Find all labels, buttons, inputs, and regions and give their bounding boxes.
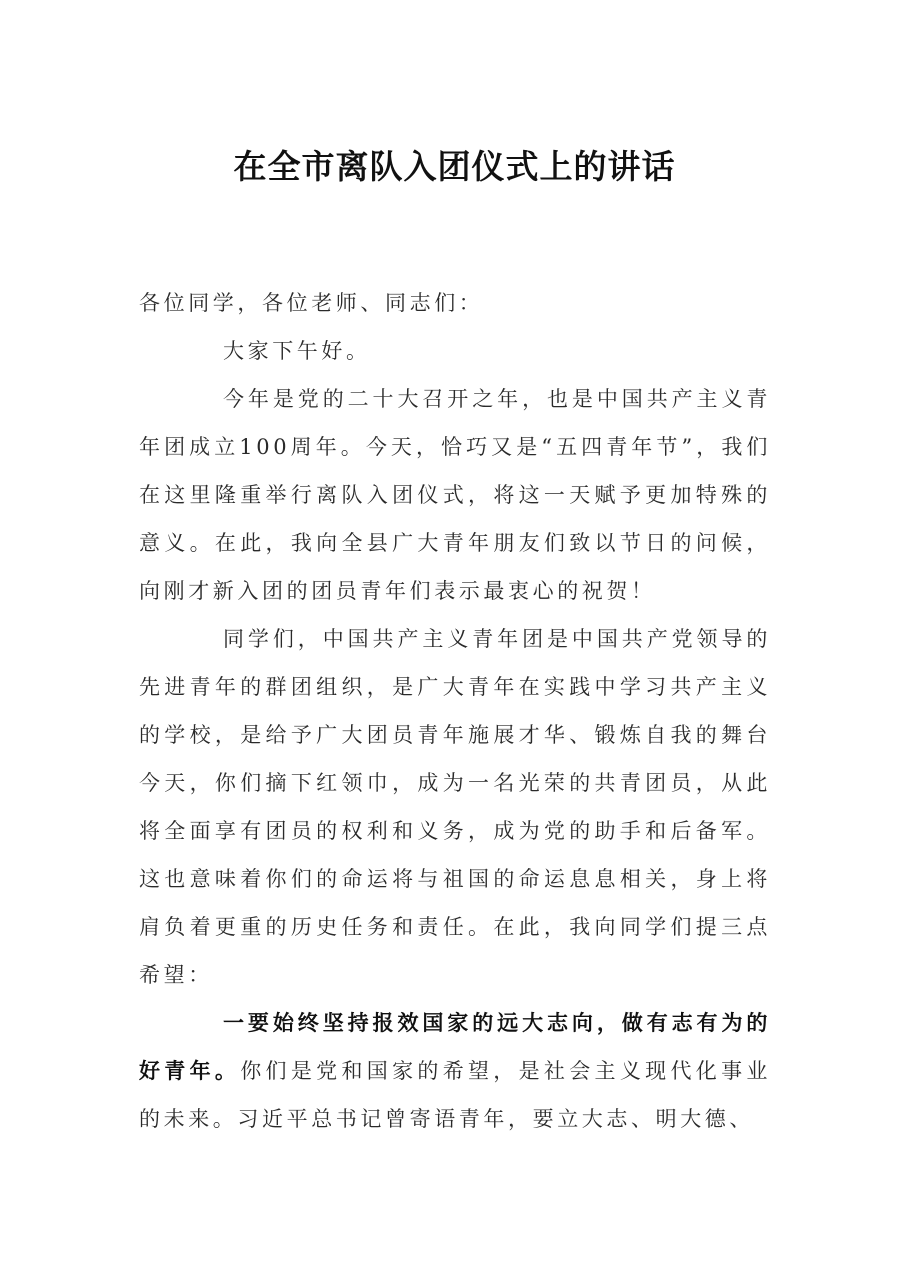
document-body bbox=[139, 279, 771, 1143]
salutation: 各位同学，各位老师、同志们： bbox=[139, 291, 484, 315]
greeting: 大家下午好。 bbox=[223, 339, 371, 363]
paragraph-1: 今年是党的二十大召开之年，也是中国共产主义青年团成立100周年。今天，恰巧又是“五四青年节”，我们在这里隆重举行离队入团仪式，将这一天赋予更加特殊的意义。在此，我向全县广大青年朋友们致以节日的问候，向刚才新入团的团员青年们表示最衷心的祝贺！ bbox=[139, 387, 771, 603]
paragraph-2: 同学们，中国共产主义青年团是中国共产党领导的先进青年的群团组织，是广大青年在实践中学习共产主义的学校，是给予广大团员青年施展才华、锻炼自我的舞台今天，你们摘下红领巾，成为一名光荣的共青团员，从此将全面享有团员的权利和义务，成为党的助手和后备军。这也意味着你们的命运将与祖国的命运息息相关，身上将肩负着更重的历史任务和责任。在此，我向同学们提三点希望： bbox=[139, 627, 771, 987]
document-title: 在全市离队入团仪式上的讲话 bbox=[233, 147, 676, 186]
paragraph-3-body: 你们是党和国家的希望，是社会主义现代化事业的未来。习近平总书记曾寄语青年，要立大志、明大德、 bbox=[139, 1059, 771, 1131]
paragraph-3 bbox=[139, 999, 771, 1143]
paragraph-3-heading: 一要始终坚持报效国家的远大志向，做有志有为的好青年。 bbox=[139, 1010, 771, 1083]
